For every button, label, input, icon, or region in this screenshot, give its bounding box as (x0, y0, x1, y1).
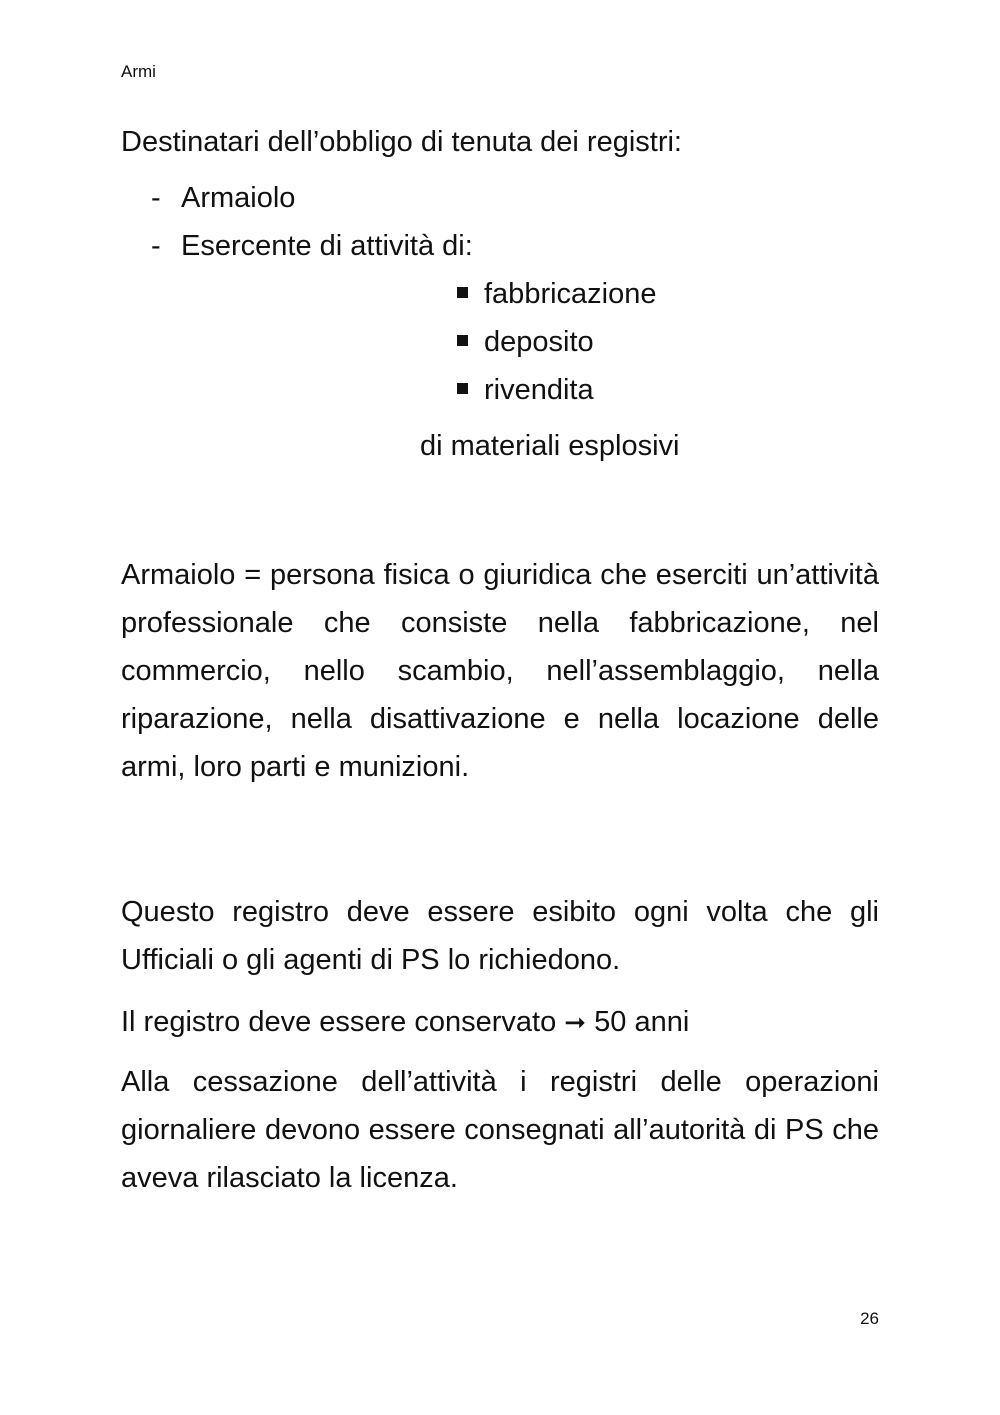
square-bullet-icon (457, 383, 468, 394)
list-item (151, 222, 879, 270)
armaiolo-definition: Armaiolo = persona fisica o giuridica che eserciti un’attività professionale che consiste nella fabbricazione, nel commercio, nello scambio, nell’assemblaggio, nella riparazione, nella disattivazione e nella locazione delle armi, loro parti e munizioni. (121, 559, 879, 783)
list-item (456, 366, 879, 414)
materials-line: di materiali esplosivi (420, 430, 680, 462)
list-item-label: rivendita (484, 374, 594, 406)
retention-value: 50 anni (594, 1006, 690, 1038)
list-item (456, 318, 879, 366)
list-item-label: Armaiolo (181, 182, 296, 214)
retention-label: Il registro deve essere conservato (121, 1006, 557, 1038)
dash-marker: - (151, 230, 161, 262)
arrow-right-icon: ➞ (564, 1008, 587, 1038)
cessation-paragraph: Alla cessazione dell’attività i registri delle operazioni giornaliere devono essere consegnati all’autorità di PS che aveva rilasciato la licenza. (121, 1066, 879, 1194)
page-number: 26 (860, 1309, 879, 1328)
register-exhibit-paragraph: Questo registro deve essere esibito ogni volta che gli Ufficiali o gli agenti di PS lo richiedono. (121, 896, 879, 976)
section-heading: Destinatari dell’obbligo di tenuta dei registri: (121, 126, 682, 158)
page-content (121, 122, 879, 1202)
activities-list (121, 270, 879, 414)
list-item-label: fabbricazione (484, 278, 657, 310)
register-retention-line (121, 1002, 879, 1043)
list-item-label: deposito (484, 326, 594, 358)
dash-marker: - (151, 182, 161, 214)
running-header: Armi (121, 62, 156, 81)
list-item (151, 174, 879, 222)
list-item (456, 270, 879, 318)
square-bullet-icon (457, 335, 468, 346)
list-item-label: Esercente di attività di: (181, 230, 473, 262)
recipients-list (121, 174, 879, 270)
square-bullet-icon (457, 287, 468, 298)
